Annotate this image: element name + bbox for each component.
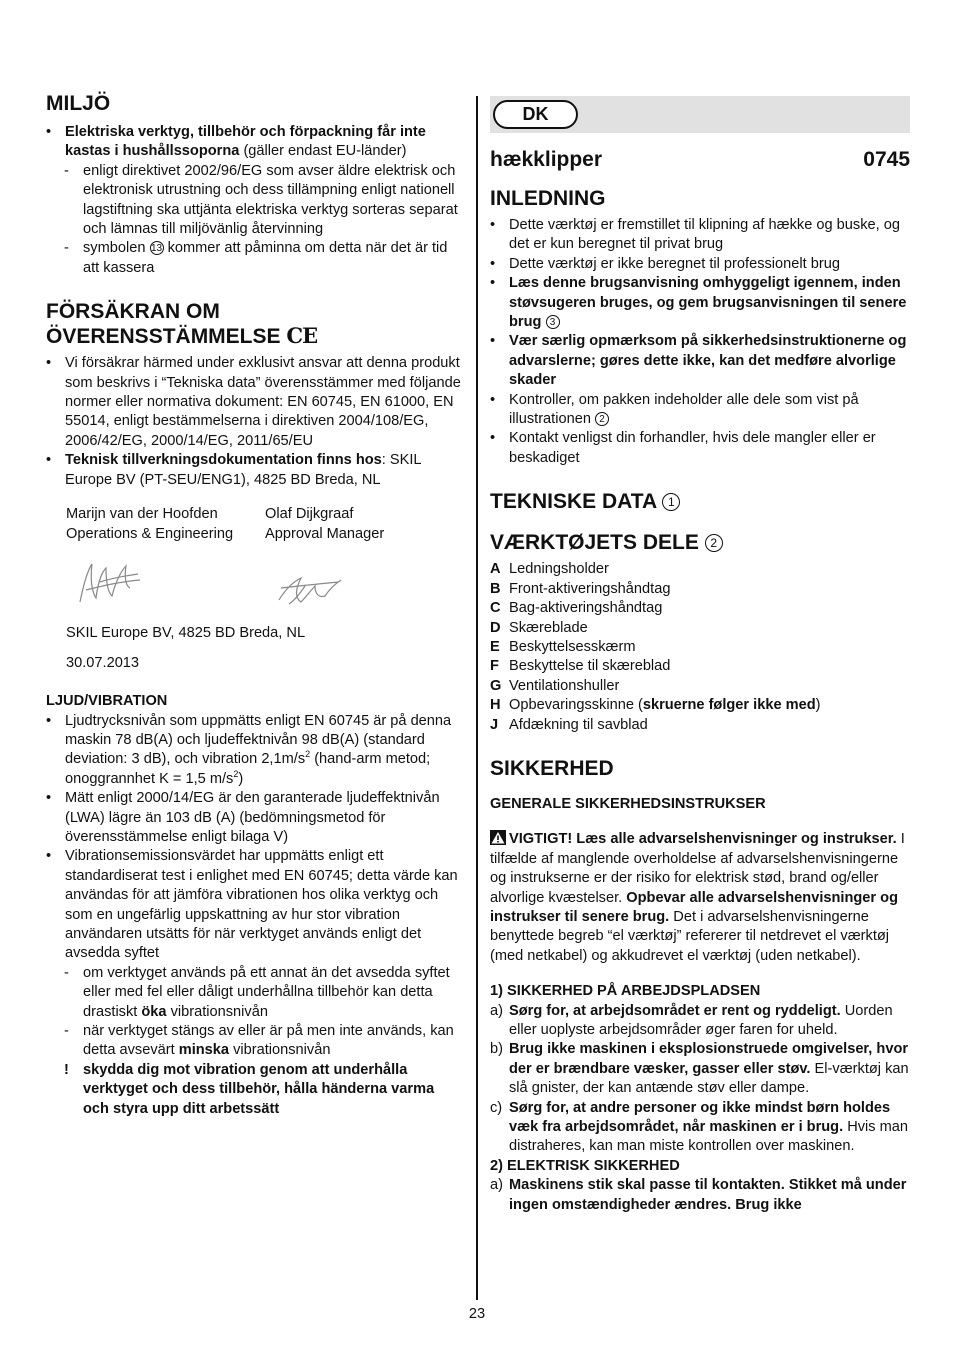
ce-mark-icon: CE — [286, 323, 318, 349]
product-model: 0745 — [863, 148, 910, 171]
signatory-name: Olaf Dijkgraaf — [265, 506, 354, 523]
list-item: • Kontakt venligst din forhandler, hvis dele mangler eller er beskadiget — [490, 429, 910, 468]
ref-number-icon: 2 — [595, 412, 609, 426]
right-column — [490, 96, 910, 1215]
part-item: B Front-aktiveringshåndtag — [490, 580, 671, 597]
part-item: G Ventilationshuller — [490, 677, 620, 694]
declaration-date: 30.07.2013 — [66, 654, 140, 671]
list-item: a) Maskinens stik skal passe til kontakten. Stikket må under ingen omstændigheder ændres. Brug ikke — [490, 1177, 907, 1213]
parts-list — [490, 560, 910, 735]
warning-triangle-icon — [490, 830, 506, 845]
list-item: - när verktyget stängs av eller är på men inte används, kan detta avsevärt minska vibrationsnivån — [64, 1023, 454, 1059]
ref-number-icon: 3 — [546, 315, 560, 329]
list-item: - om verktyget används på ett annat än det avsedda syftet eller med fel eller dåligt underhållna tillbehör kan detta drastiskt öka vibrationsnivån — [64, 964, 450, 1020]
part-item: A Ledningsholder — [490, 561, 609, 578]
signature-image — [66, 552, 146, 608]
company-address: SKIL Europe BV, 4825 BD Breda, NL — [66, 625, 306, 642]
list-item: - symbolen 13 kommer att påminna om detta när det är tid att kassera — [64, 240, 448, 276]
subheading-elektrisk: 2) ELEKTRISK SIKKERHED — [490, 1157, 680, 1174]
signatory-title: Operations & Engineering — [66, 525, 234, 542]
list-item: • Dette værktøj er fremstillet til klipning af hække og buske, og det er kun beregnet til privat brug — [490, 216, 910, 255]
section-heading-dele: VÆRKTØJETS DELE 2 — [490, 531, 910, 555]
list-item: b) Brug ikke maskinen i eksplosionstruede omgivelser, hvor der er brændbare væsker, gasser eller støv. El-værktøj kan slå gnister, der kan antænde støv eller dampe. — [490, 1041, 909, 1097]
part-item: E Beskyttelsesskærm — [490, 638, 636, 655]
left-column — [46, 92, 464, 1119]
product-title-row — [490, 148, 910, 172]
section-heading-tekniske: TEKNISKE DATA 1 — [490, 490, 910, 514]
part-item: J Afdækning til savblad — [490, 716, 648, 733]
product-name: hækklipper — [490, 148, 603, 171]
subheading-ljud: LJUD/VIBRATION — [46, 693, 168, 710]
part-item: C Bag-aktiveringshåndtag — [490, 600, 663, 617]
list-item: • Kontroller, om pakken indeholder alle dele som vist på illustrationen 2 — [490, 391, 910, 430]
signatory-name: Marijn van der Hoofden — [66, 506, 218, 523]
warning-paragraph: VIGTIGT! Læs alle advarselshenvisninger og instrukser. I tilfælde af manglende overholdelse af advarselshenvisningerne og instrukserne er der risiko for elektrisk stød, brand og/eller alvorlige kvæstelser. Opbevar alle advarselshenvisninger og instrukser til senere brug. Det i advarselshenvisningerne benyttede begreb “el værktøj” refererer til netdrevet el værktøj (med netkabel) og akkudrevet el værktøj (uden netkabel). — [490, 831, 905, 964]
part-item: H Opbevaringsskinne (skruerne følger ikke med) — [490, 697, 821, 714]
ref-number-icon: 13 — [150, 243, 163, 255]
part-item: F Beskyttelse til skæreblad — [490, 658, 671, 675]
list-item: c) Sørg for, at andre personer og ikke mindst børn holdes væk fra arbejdsområdet, når maskinen er i brug. Hvis man distraheres, kan man miste kontrollen over maskinen. — [490, 1099, 909, 1155]
list-item: • Teknisk tillverkningsdokumentation finns hos: SKIL Europe BV (PT-SEU/ENG1), 4825 BD Breda, NL — [46, 451, 464, 490]
column-divider — [476, 96, 478, 1300]
page-number: 23 — [468, 1306, 486, 1322]
section-heading-miljo: MILJÖ — [46, 92, 111, 115]
list-item: a) Sørg for, at arbejdsområdet er rent og ryddeligt. Uorden eller uoplyste arbejdsområder øger faren for uheld. — [490, 1002, 893, 1038]
list-item: • Vibrationsemissionsvärdet har uppmätts enligt ett standardiserat test i enlighet med EN 60745; detta värde kan användas för att jämföra vibrationen hos olika verktyg och som en ungefärlig uppskattning av hur stor vibration användaren utsätts för när verktyget används enligt det avsedda syftet — [46, 847, 464, 963]
language-bar — [490, 96, 910, 133]
signatory-title: Approval Manager — [265, 525, 385, 542]
section-heading-forsakran: FÖRSÄKRAN OM ÖVERENSSTÄMMELSE CE — [46, 300, 318, 349]
list-item: • Elektriska verktyg, tillbehör och förpackning får inte kastas i hushållssoporna (gäller endast EU-länder) — [46, 123, 464, 162]
section-heading-sikkerhed: SIKKERHED — [490, 756, 614, 780]
list-item: • Vær særlig opmærksom på sikkerhedsinstruktionerne og advarslerne; gøres dette ikke, kan det medføre alvorlige skader — [490, 332, 910, 390]
list-item: • Læs denne brugsanvisning omhyggeligt igennem, inden støvsugeren bruges, og gem brugsanvisningen til senere brug 3 — [490, 274, 910, 332]
signature-image — [265, 556, 345, 612]
part-item: D Skæreblade — [490, 619, 588, 636]
subheading-arbejdsplads: 1) SIKKERHED PÅ ARBEJDSPLADSEN — [490, 983, 761, 1000]
list-item: • Ljudtrycksnivån som uppmätts enligt EN 60745 är på denna maskin 78 dB(A) och ljudeffektnivån 98 dB(A) (standard deviation: 3 dB), och vibration $2,1m/s^2$ (hand-arm metod; onoggrannhet K = 1,5 $m/s^2$) — [46, 712, 464, 790]
ref-number-icon: 1 — [662, 493, 680, 511]
warning-item: ! skydda dig mot vibration genom att underhålla verktyget och dess tillbehör, hålla händerna varma och styra upp ditt arbetssätt — [64, 1061, 435, 1117]
list-item: - enligt direktivet 2002/96/EG som avser äldre elektrisk och elektronisk utrustning och dess tillämpning enligt nationell lagstiftning ska uttjänta elektriska verktyg sorteras separat och lämnas till miljövänlig återvinning — [64, 162, 458, 238]
language-badge: DK — [493, 100, 578, 129]
subheading-generale: GENERALE SIKKERHEDSINSTRUKSER — [490, 795, 766, 812]
ref-number-icon: 2 — [705, 534, 723, 552]
signatories — [46, 505, 464, 618]
list-item: • Mätt enligt 2000/14/EG är den garanterade ljudeffektnivån (LWA) lägre än 103 dB (A) (bedömningsmetod för överensstämmelse enligt bilaga V) — [46, 789, 464, 847]
list-item: • Vi försäkrar härmed under exklusivt ansvar att denna produkt som beskrivs i “Tekniska data” överensstämmer med följande normer eller normativa dokument: EN 60745, EN 61000, EN 55014, enligt bestämmelserna i direktiven 2004/108/EG, 2006/42/EG, 2000/14/EG, 2011/65/EU — [46, 354, 464, 451]
list-item: • Dette værktøj er ikke beregnet til professionelt brug — [490, 255, 910, 274]
section-heading-inledning: INLEDNING — [490, 187, 606, 210]
